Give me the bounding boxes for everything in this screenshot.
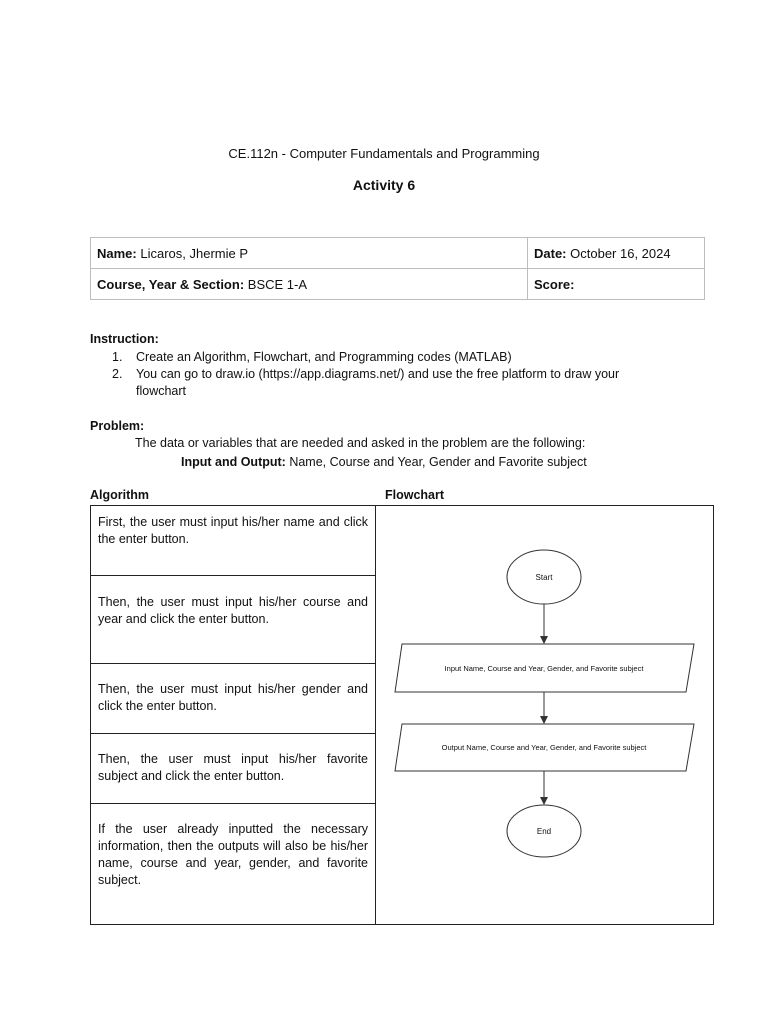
input-label: Input Name, Course and Year, Gender, and Favorite subject [444, 664, 644, 673]
instruction-list [112, 349, 672, 400]
algorithm-step: Then, the user must input his/her course and year and click the enter button. [91, 576, 375, 664]
instruction-item [112, 349, 672, 366]
name-label: Name: [97, 245, 137, 261]
name-value: Licaros, Jhermie P [140, 245, 249, 261]
course-title: CE.112n - Computer Fundamentals and Programming [228, 146, 540, 161]
input-output-line [181, 455, 587, 469]
algorithm-step: Then, the user must input his/her gender and click the enter button. [91, 664, 375, 734]
algorithm-step: If the user already inputted the necessary information, then the outputs will also be his/her name, course and year, gender, and favorite subject. [98, 822, 368, 887]
flowchart-diagram [376, 506, 712, 924]
date-value: October 16, 2024 [570, 245, 671, 261]
course-value: BSCE 1-A [247, 276, 308, 292]
course-cell [91, 269, 528, 300]
problem-text: The data or variables that are needed and asked in the problem are the following: [135, 436, 586, 450]
score-cell [528, 269, 705, 300]
score-label: Score: [534, 276, 575, 292]
algorithm-step: Then, the user must input his/her favorite subject and click the enter button. [91, 734, 375, 804]
instruction-text: You can go to draw.io (https://app.diagrams.net/) and use the free platform to draw your flowchart [136, 367, 620, 398]
start-label: Start [535, 573, 553, 582]
flowchart-heading: Flowchart [385, 488, 445, 502]
algorithm-step: First, the user must input his/her name and click the enter button. [91, 506, 375, 576]
activity-title: Activity 6 [352, 177, 416, 193]
problem-heading: Problem: [90, 419, 145, 433]
date-cell [528, 238, 705, 269]
algorithm-heading: Algorithm [90, 488, 150, 502]
instruction-number: 2. [112, 367, 123, 381]
io-label: Input and Output: [181, 455, 286, 469]
course-label: Course, Year & Section: [97, 276, 245, 292]
end-label: End [536, 827, 552, 836]
student-info-table [90, 237, 705, 300]
name-cell [91, 238, 528, 269]
instruction-number: 1. [112, 350, 123, 364]
instruction-text: Create an Algorithm, Flowchart, and Programming codes (MATLAB) [136, 350, 512, 364]
instruction-item [112, 366, 672, 400]
date-label: Date: [534, 245, 567, 261]
io-value: Name, Course and Year, Gender and Favorite subject [289, 455, 587, 469]
instruction-heading: Instruction: [90, 332, 159, 346]
output-label: Output Name, Course and Year, Gender, and Favorite subject [441, 743, 647, 752]
